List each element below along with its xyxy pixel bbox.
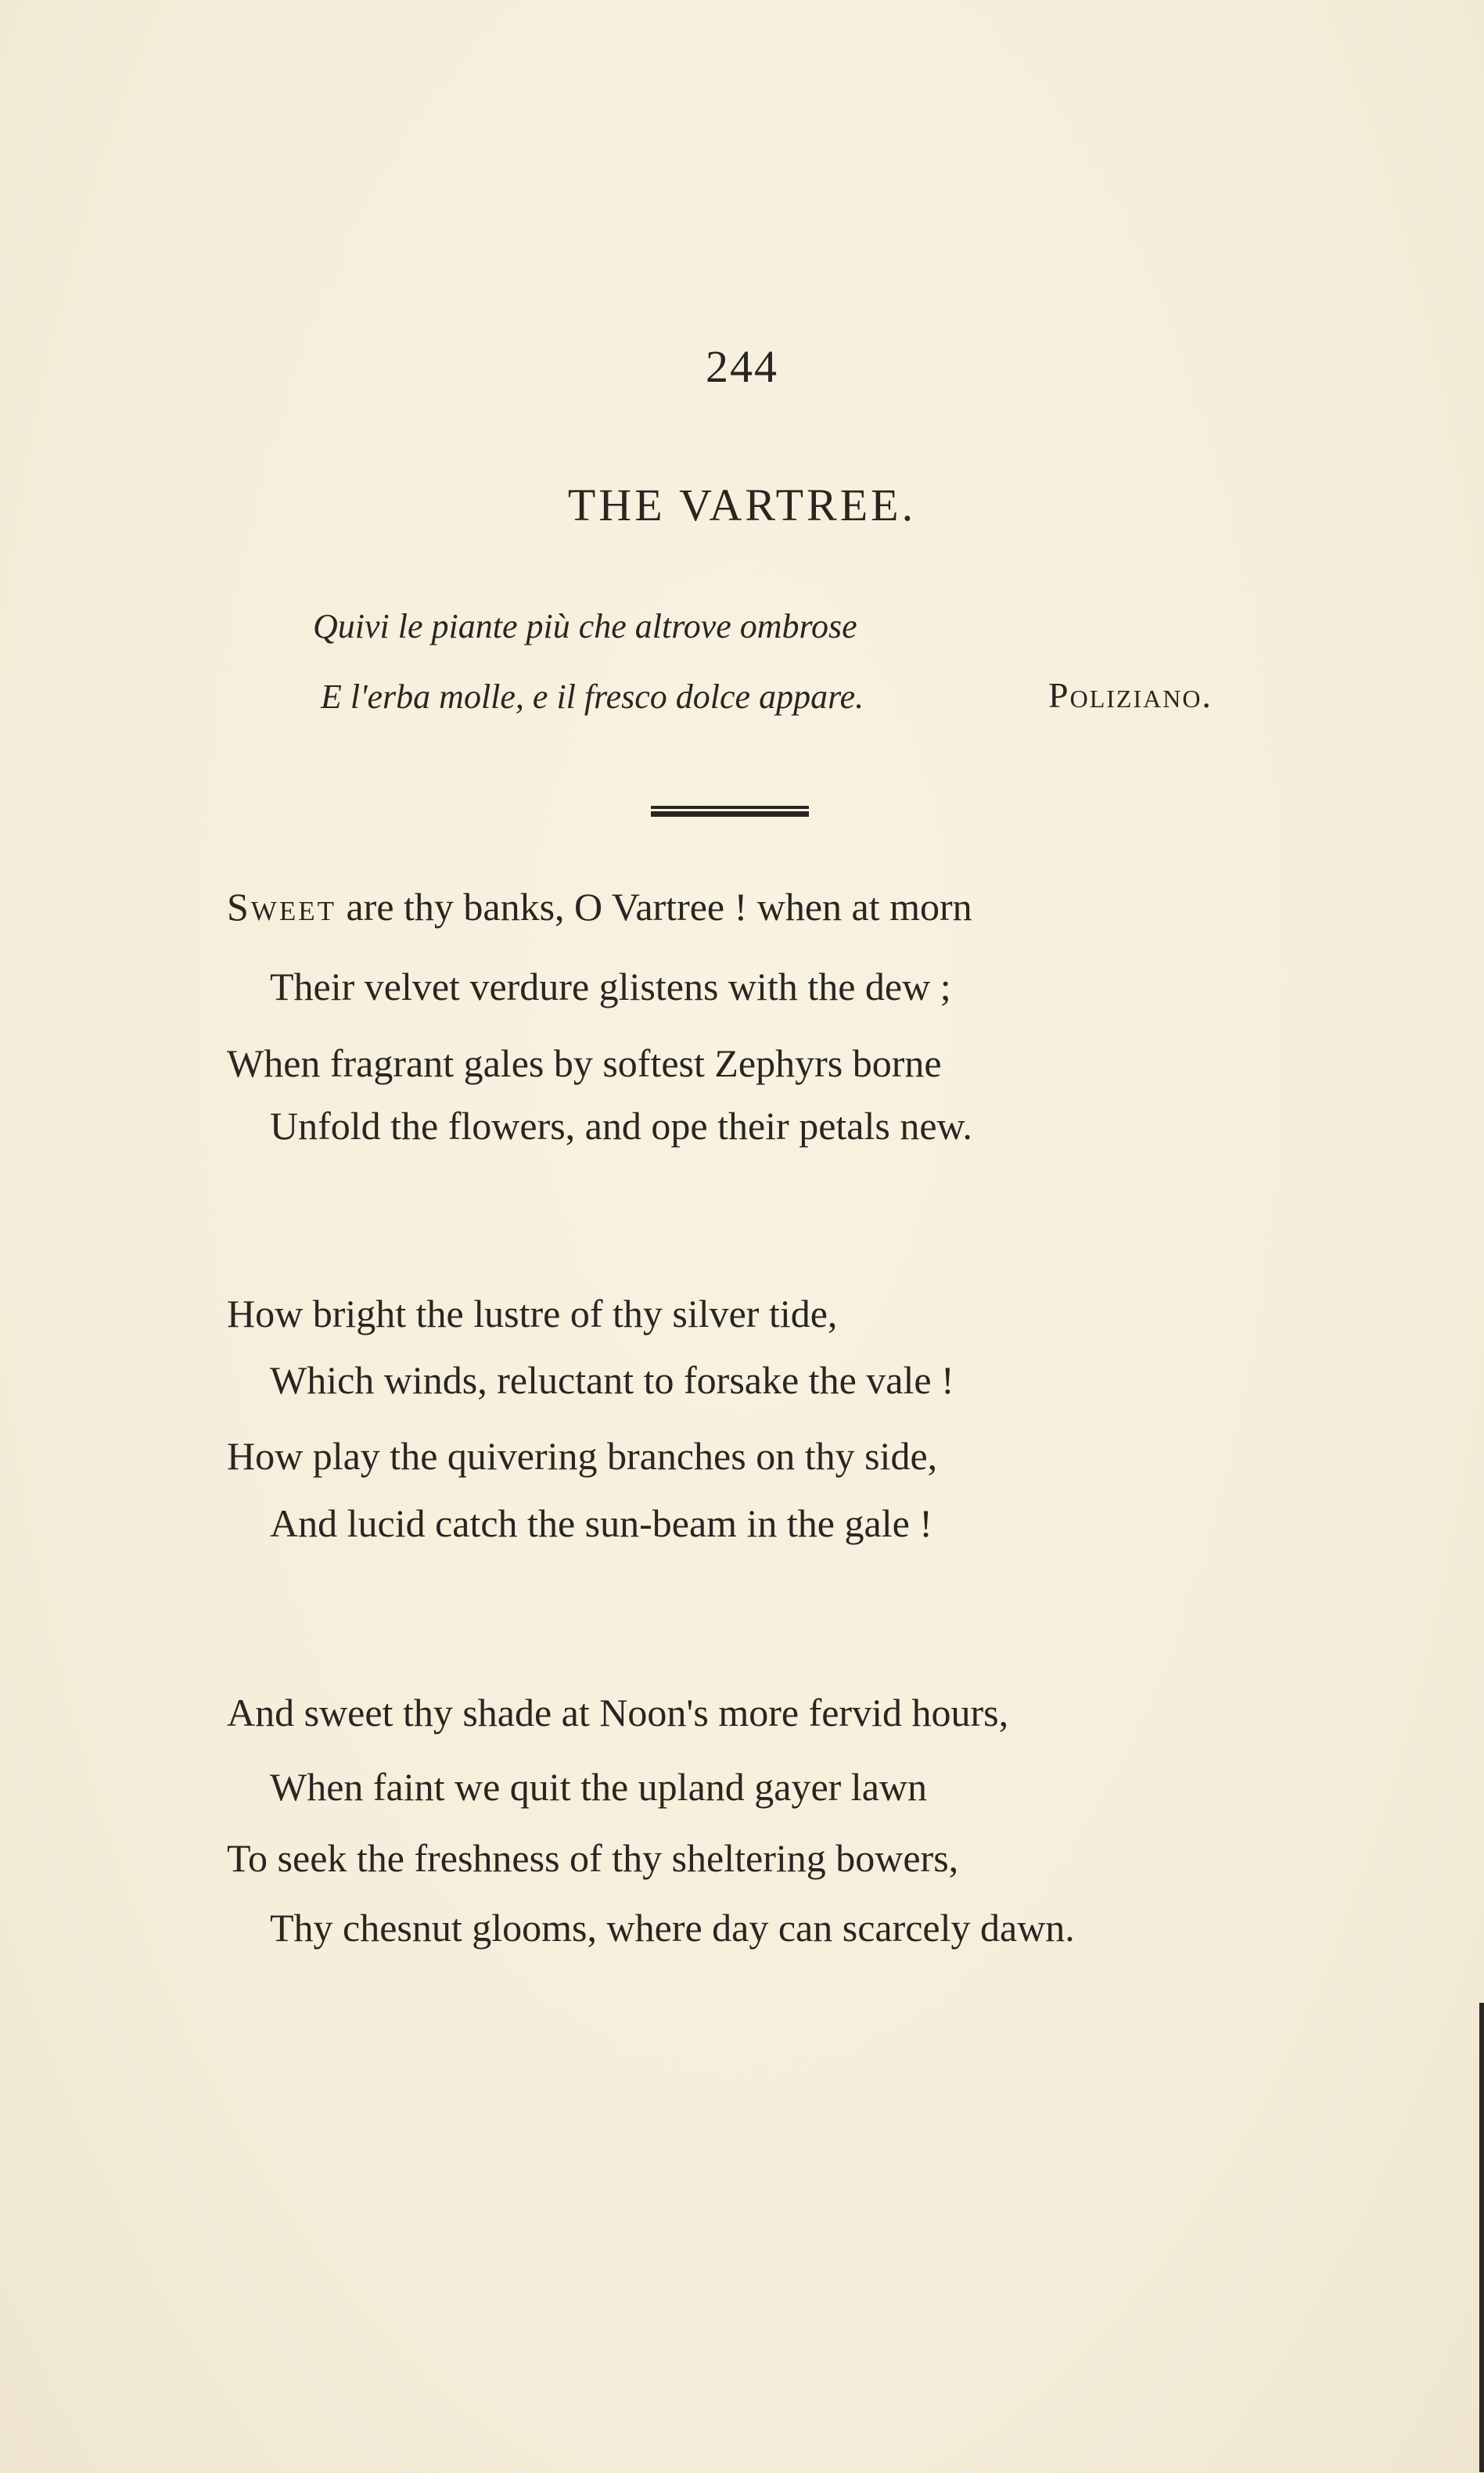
page-number: 244	[706, 341, 778, 392]
stanza-3-line-1: And sweet thy shade at Noon's more fervid hours,	[227, 1691, 1009, 1734]
stanza-1-line-3: When fragrant gales by softest Zephyrs borne	[227, 1041, 942, 1085]
stanza-1-line-2: Their velvet verdure glistens with the dew ;	[270, 965, 951, 1008]
stanza-3-line-2: When faint we quit the upland gayer lawn	[270, 1765, 927, 1809]
opening-word: Sweet	[227, 885, 336, 929]
epigraph-line-2: E l'erba molle, e il fresco dolce appare.	[321, 678, 864, 716]
poem-title: THE VARTREE.	[567, 480, 917, 530]
page-edge-shadow	[1479, 2003, 1484, 2472]
stanza-3-line-3: To seek the freshness of thy sheltering bowers,	[227, 1836, 959, 1880]
stanza-3-line-4: Thy chesnut glooms, where day can scarcely dawn.	[270, 1906, 1075, 1950]
epigraph-line-1: Quivi le piante più che altrove ombrose	[313, 607, 857, 645]
stanza-2-line-1: How bright the lustre of thy silver tide,	[227, 1292, 838, 1335]
stanza-1-line-4: Unfold the flowers, and ope their petals new.	[270, 1104, 972, 1148]
stanza-2-line-2: Which winds, reluctant to forsake the vale !	[270, 1358, 954, 1402]
stanza-1-line-1	[227, 884, 972, 929]
title-divider	[651, 806, 809, 817]
epigraph-author: Poliziano.	[1048, 675, 1213, 715]
stanza-2-line-3: How play the quivering branches on thy side,	[227, 1434, 938, 1478]
stanza-2-line-4: And lucid catch the sun-beam in the gale !	[270, 1501, 932, 1545]
stanza-1-line-1-text: are thy banks, O Vartree ! when at morn	[336, 885, 972, 929]
